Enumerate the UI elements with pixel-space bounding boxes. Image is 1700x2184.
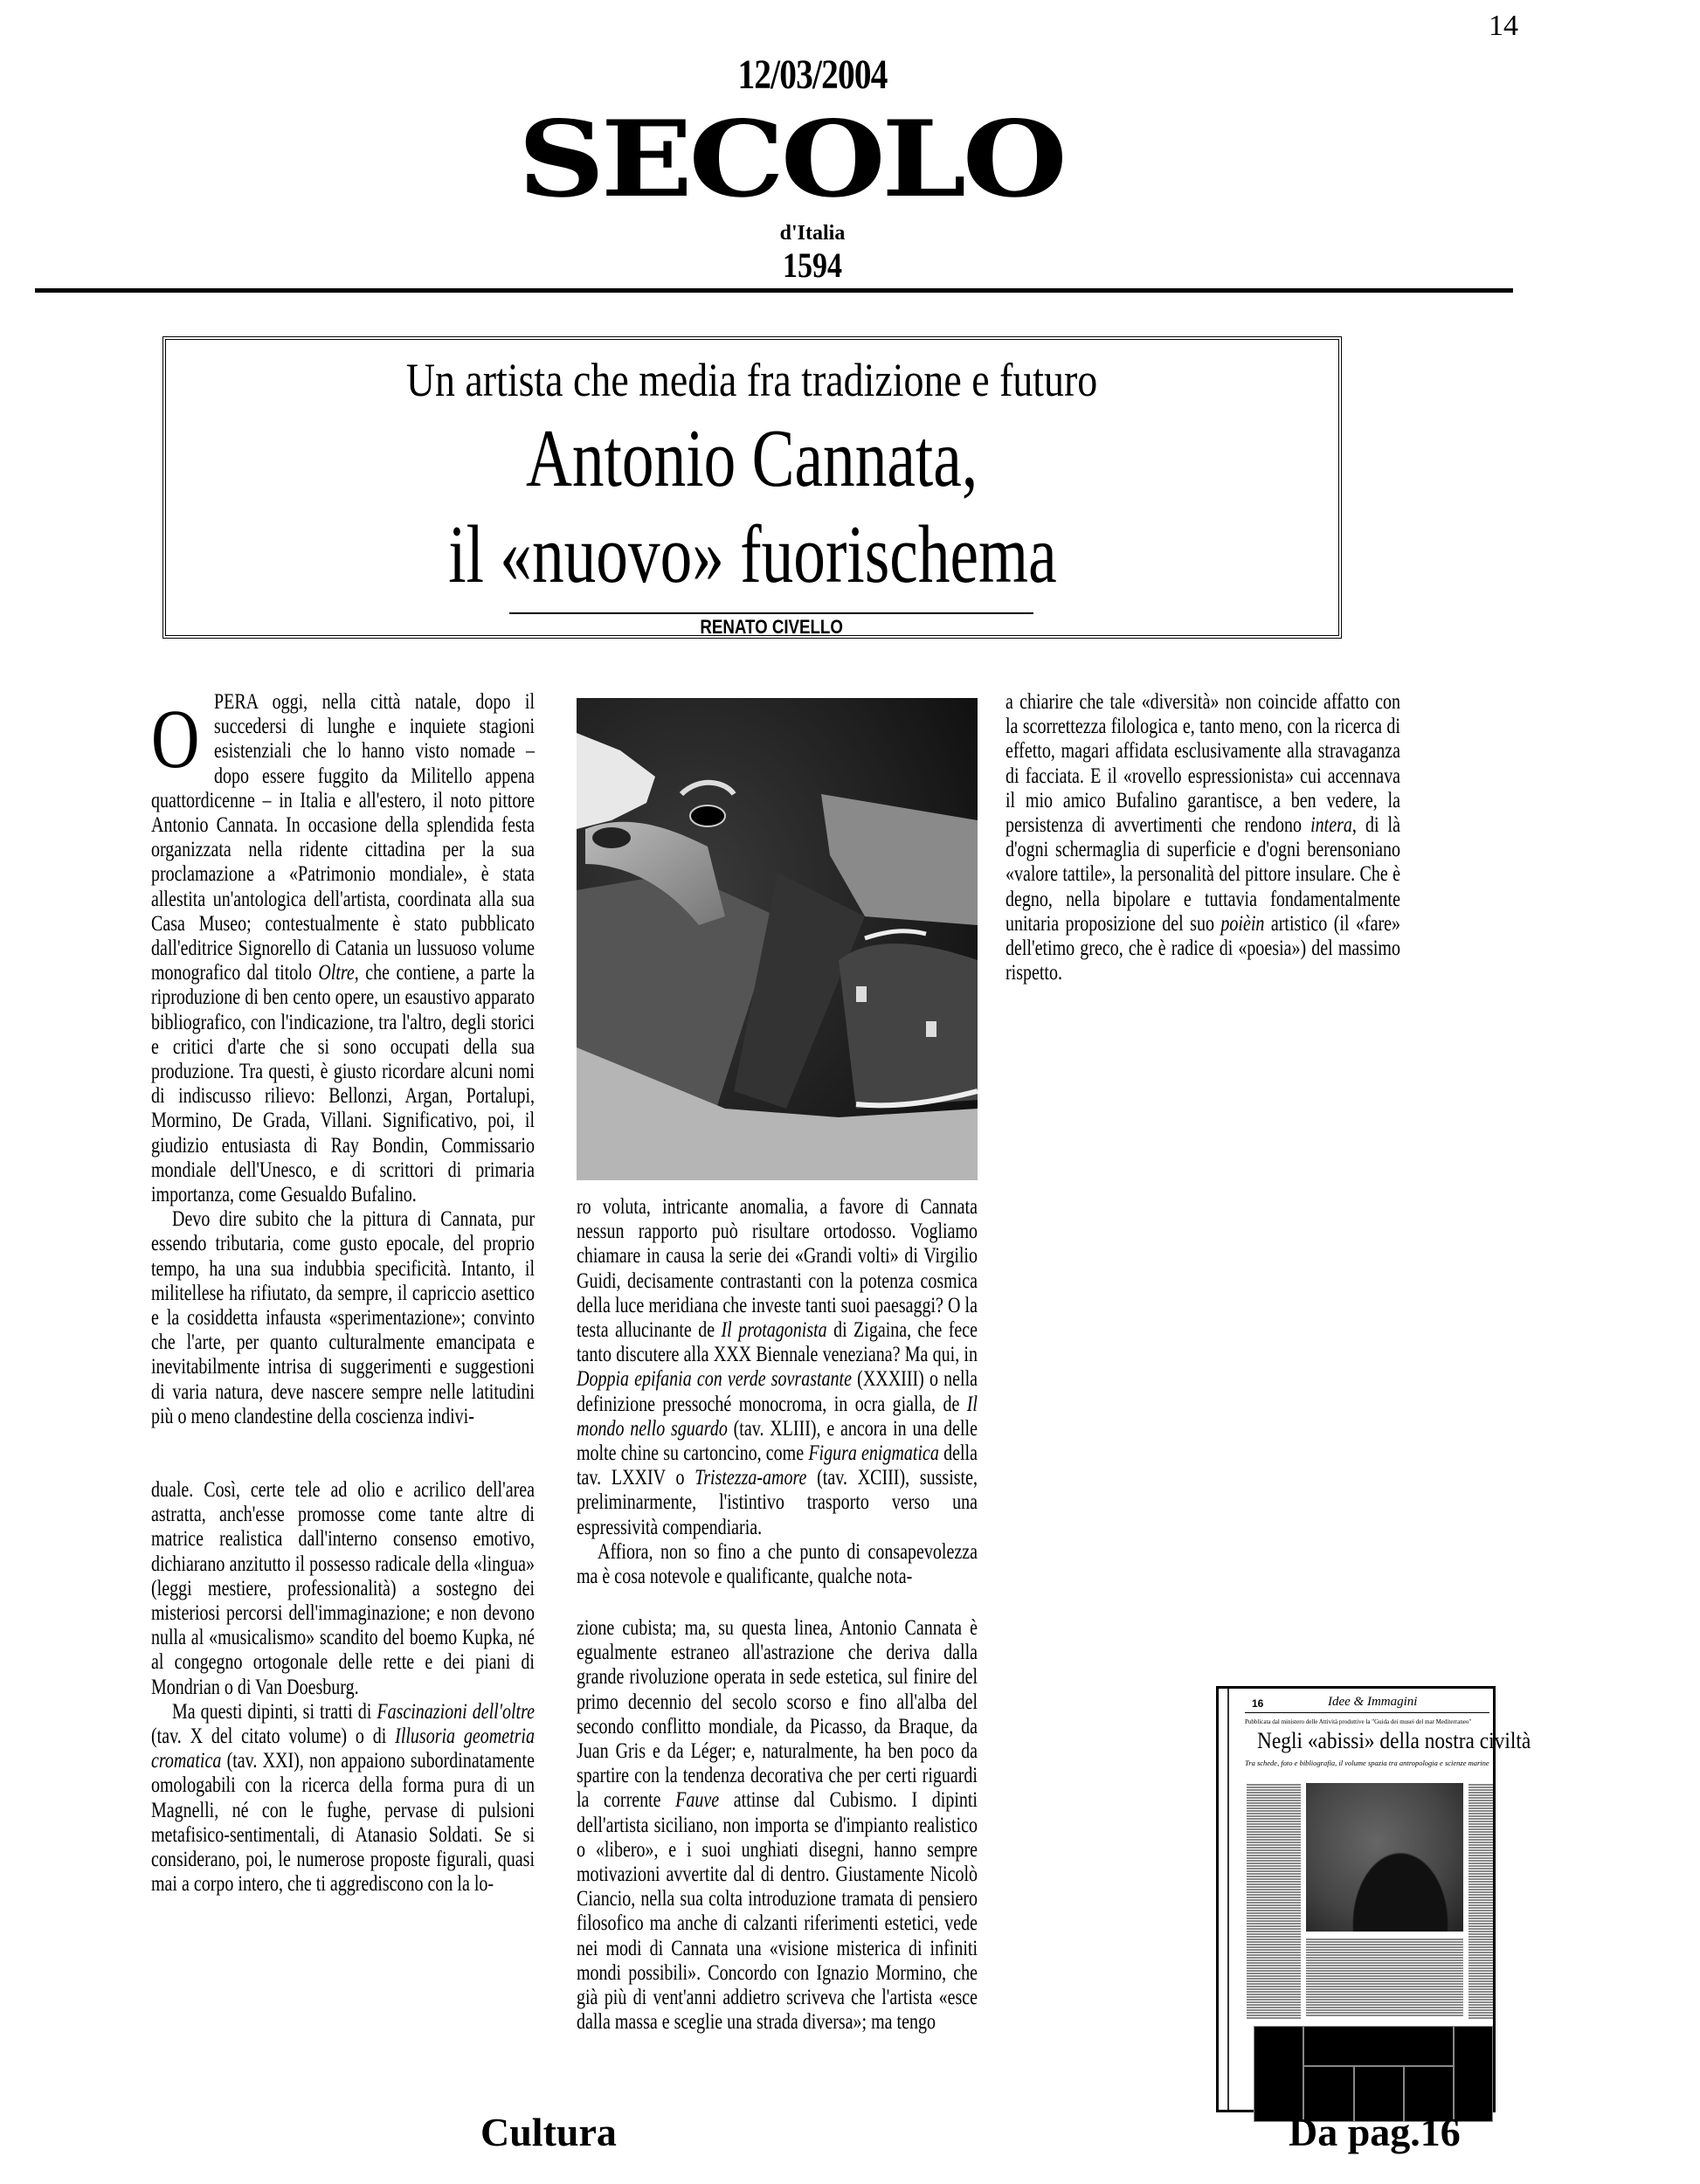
text-run: , di là d'ogni schermaglia di superficie e d'ogni berensoniano «valore tattile», la personalità del pittore insulare. Che è degno, nella bipolare e tuttavia fondamentalmente unitaria proposizione del suo bbox=[1005, 813, 1400, 936]
masthead-date: 12/03/2004 bbox=[737, 52, 888, 98]
text-run: duale. Così, certe tele ad olio e acrilico dell'area astratta, anch'esse promosse come tante altre di matrice realistica dall'interno consenso emotivo, dichiarano anzitutto il possesso radicale della «lingua» (leggi mestiere, professionalità) a sostegno dei misteriosi percorsi dell'immaginazione; e non devono nulla al «musicalismo» scandito del boemo Kupka, né al congegno ortogonale delle rette e dei piani di Mondrian o di Van Doesburg. bbox=[151, 1478, 535, 1699]
text-run: della tav. LXXIV o bbox=[577, 1441, 978, 1490]
text-run: Devo dire subito che la pittura di Cannata, pur essendo tributaria, come gusto epocale, del proprio tempo, ha una sua indubbia specificità. Intanto, il militellese ha rifiutato, da sempre, il capriccio asettico e la cosiddetta infausta «sperimentazione»; convinto che l'arte, per quanto culturalmente emancipata e inevitabilmente intrisa di suggerimenti e suggestioni di varia natura, deve nascere sempre nelle latitudini più o meno clandestine della coscienza indivi- bbox=[151, 1207, 535, 1428]
italic-title: Il protagonista bbox=[721, 1318, 827, 1343]
column-text bbox=[577, 1195, 978, 1589]
text-run: attinse dal Cubismo. I dipinti dell'artista siciliano, non importa se d'impianto realistico o «libero», e i suoi unghiati disegni, hanno sempre motivazioni avvertite dal di dentro. Giustamente Nicolò Ciancio, nella sua colta introduzione tramata di pensiero filosofico ma anche di calzanti riferimenti estetici, vede nei modi di Cannata una «visione misterica di infiniti mondi possibili». Concordo con Ignazio Mormino, che già più di vent'anni addietro scriveva che l'artista «esce dalla massa e sceglie una strada diversa»; ma tengo bbox=[577, 1788, 978, 2035]
source-page-label: Da pag.16 bbox=[1289, 2110, 1461, 2154]
column-text bbox=[151, 1478, 535, 1897]
text-run: , che contiene, a parte la riproduzione di ben cento opere, un esaustivo apparato bibliografico, con l'indicazione, tra l'altro, degli storici e critici d'arte che si sono occupati della sua produzione. Tra questi, è giusto ricordare alcuni nomi di indiscusso rilievo: Bellonzi, Argan, Portalupi, Mormino, De Grada, Villani. Significativo, poi, il giudizio entusiasta di Ray Bondin, Commissario mondiale dell'Unesco, e di scrittori di primaria importanza, come Gesualdo Bufalino. bbox=[151, 961, 535, 1207]
article-paragraph bbox=[151, 690, 535, 1207]
italic-title: Figura enigmatica bbox=[808, 1441, 939, 1466]
thumbnail-page-number: 16 bbox=[1252, 1697, 1264, 1710]
column-1-top bbox=[151, 690, 535, 1476]
italic-title: poièin bbox=[1220, 911, 1265, 936]
newspaper-logo-subtitle: d'Italia bbox=[779, 222, 846, 245]
artwork-image bbox=[577, 698, 978, 1180]
text-run: Ma questi dipinti, si tratti di bbox=[172, 1699, 377, 1724]
article-paragraph bbox=[151, 1478, 535, 1700]
article-paragraph bbox=[1005, 690, 1400, 985]
mask-eye bbox=[592, 827, 631, 848]
article-kicker-text: Un artista che media fra tradizione e futuro bbox=[406, 354, 1098, 406]
article-headline bbox=[162, 411, 1342, 603]
thumbnail-text-column bbox=[1306, 1938, 1463, 2016]
column-1-bottom bbox=[151, 1478, 535, 1932]
article-kicker bbox=[162, 352, 1342, 408]
italic-title: Illusoria geometria cromatica bbox=[151, 1724, 535, 1773]
text-run: a chiarire che tale «diversità» non coincide affatto con la scorrettezza filologica e, tanto meno, con la ricerca di effetto, magari affidata esclusivamente alla stravaganza di facciata. E il «rovello espressionista» cui accennava il mio amico Bufalino garantisce, a ben vedere, la persistenza di avvertimenti che rendono bbox=[1005, 690, 1400, 838]
author-name: RENATO CIVELLO bbox=[700, 616, 843, 638]
thumbnail-photo bbox=[1306, 1783, 1463, 1932]
italic-title: Tristezza-amore bbox=[695, 1466, 807, 1490]
thumbnail-rule bbox=[1245, 1712, 1489, 1713]
italic-title: Fascinazioni dell'oltre bbox=[377, 1699, 535, 1724]
italic-title: intera bbox=[1310, 813, 1352, 838]
italic-title: Il mondo nello sguardo bbox=[577, 1392, 978, 1441]
thumbnail-headline: Negli «abissi» della nostra civiltà bbox=[1257, 1728, 1531, 1753]
text-run: (XXXIII) o nella definizione pressoché monocroma, in ocra gialla, de bbox=[577, 1367, 978, 1416]
newspaper-logo: SECOLO bbox=[517, 98, 1064, 221]
second-face bbox=[839, 943, 978, 1109]
italic-title: Fauve bbox=[675, 1788, 720, 1813]
thumbnail-section: Idee & Immagini bbox=[1328, 1695, 1418, 1709]
text-run: di Zigaina, che fece tanto discutere alla XXX Biennale veneziana? Ma qui, in bbox=[577, 1318, 978, 1367]
article-paragraph bbox=[577, 1540, 978, 1589]
text-run: ro voluta, intricante anomalia, a favore di Cannata nessun rapporto può risultare ortodosso. Vogliamo chiamare in causa la serie dei «Grandi volti» di Virgilio Guidi, decisamente contrastanti con la potenza cosmica della luce meridiana che investe tanti suoi paesaggi? O la testa allucinante de bbox=[577, 1195, 978, 1343]
column-text bbox=[1005, 690, 1400, 985]
thumbnail-text-column bbox=[1468, 1783, 1493, 2019]
thumbnail-ad-block bbox=[1254, 2026, 1303, 2122]
article-paragraph bbox=[577, 1616, 978, 2035]
column-text bbox=[577, 1616, 978, 2035]
drop-cap: O bbox=[151, 692, 200, 785]
italic-title: Doppia epifania con verde sovrastante bbox=[577, 1367, 852, 1392]
issue-number: 1594 bbox=[783, 245, 842, 285]
text-run: (tav. XLIII), e ancora in una delle molte chine su cartoncino, come bbox=[577, 1416, 978, 1466]
column-2-bottom bbox=[577, 1616, 978, 2105]
related-page-thumbnail[interactable] bbox=[1216, 1686, 1531, 2112]
section-label: Cultura bbox=[480, 2110, 617, 2154]
text-run: PERA oggi, nella città natale, dopo il succedersi di lunghe e inquiete stagioni esistenziali che lo hanno visto nomade – dopo essere fuggito da Militello appena quattordicenne – in Italia e all'estero, il noto pittore Antonio Cannata. In occasione della splendida festa organizzata nella ridente cittadina per la sua proclamazione a «Patrimonio mondiale», è stata allestita un'antologica dell'artista, coordinata alla sua Casa Museo; contestualmente è stato pubblicato dall'editrice Signorello di Catania un lussuoso volume monografico dal titolo bbox=[151, 690, 535, 985]
article-paragraph bbox=[151, 1207, 535, 1429]
text-run: Affiora, non so fino a che punto di consapevolezza ma è cosa notevole e qualificante, qualche nota- bbox=[577, 1539, 978, 1589]
text-run: artistico (il «fare» dell'etimo greco, che è radice di «poesia») del massimo rispetto. bbox=[1005, 911, 1401, 985]
byline bbox=[509, 616, 1033, 639]
text-run: (tav. XXI), non appaiono subordinatamente omologabili con la ricerca della forma pura di un Magnelli, né con le fughe, pervase di pulsioni metafisico-sentimentali, di Atanasio Soldati. Se si considerano, poi, le numerose proposte figurali, quasi mai a corpo intero, che ti aggrediscono con la lo- bbox=[151, 1749, 536, 1897]
thumbnail-subtitle: Tra schede, foto e bibliografia, il volume spazia tra antropologia e scienze marine bbox=[1245, 1759, 1489, 1767]
thumbnail-text-column bbox=[1247, 1783, 1301, 2019]
headline-line-2: il «nuovo» fuorischema bbox=[447, 509, 1057, 600]
thumbnail-kicker: Pubblicata dal ministero delle Attività produttive la "Guida dei musei del mar Mediterraneo" bbox=[1245, 1718, 1472, 1725]
italic-title: Oltre bbox=[318, 961, 355, 985]
article-paragraph bbox=[577, 1195, 978, 1540]
text-run: zione cubista; ma, su questa linea, Antonio Cannata è egualmente estraneo all'astrazione che deriva dalla grande rivoluzione operata in sede estetica, sul finire del primo decennio del secolo scorso e fino all'alba del secondo conflitto mondiale, da Picasso, da Braque, da Juan Gris e da Léger; e, naturalmente, ha ben poco da spartire con la tendenza decorativa che per certi riguardi la corrente bbox=[577, 1616, 978, 1813]
thumbnail-ad-block bbox=[1454, 2026, 1493, 2122]
thumbnail-margin-line bbox=[1227, 1689, 1229, 2110]
page-number: 14 bbox=[1489, 10, 1518, 42]
text-run: (tav. X del citato volume) o di bbox=[151, 1724, 396, 1749]
text-run: (tav. XCIII), sussiste, preliminarmente, l'istintivo trasporto verso una espressività compendiaria. bbox=[577, 1466, 978, 1539]
thumbnail-ad-block bbox=[1303, 2026, 1454, 2066]
column-text bbox=[151, 690, 535, 1429]
column-2-top bbox=[577, 1195, 978, 1606]
column-3 bbox=[1005, 690, 1400, 1013]
headline-line-1: Antonio Cannata, bbox=[526, 413, 978, 504]
article-paragraph bbox=[151, 1700, 535, 1897]
masthead-divider bbox=[35, 288, 1513, 293]
byline-divider bbox=[509, 612, 1033, 614]
